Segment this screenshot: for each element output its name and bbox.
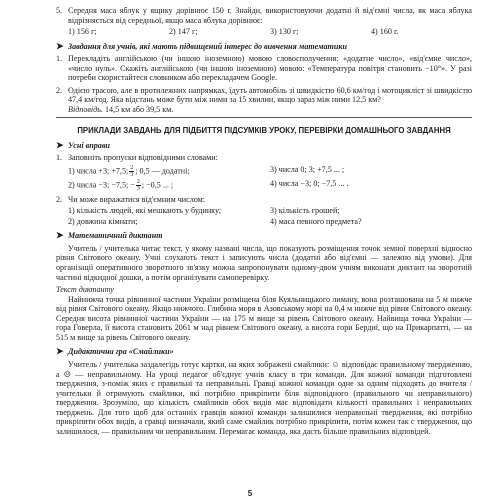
option: 3) 130 г; xyxy=(270,27,299,37)
list-item: 2) довжина кімнати; xyxy=(68,216,138,226)
advanced-task-2: 2. Одією трасою, але в протилежних напрямках, їдуть автомобіль зі швидкістю 60,6 км/год і мотоцикліст зі швидкістю 47,4 км/год. Яка відстань може бути між ними за 15 хвилин, якщо зараз між ними 12,5 км? xyxy=(56,85,472,105)
list-item: 1) кількість людей, які мешкають у будинку; xyxy=(68,206,222,216)
list-item: 4) числа −3; 0; −7,5 ... . xyxy=(270,178,349,188)
dictation-intro: Учитель / учителька читає текст, у якому названі числа, що показують розміщення точок земної поверхні відносно рівня Світового океану. Учні слухають текст і записують числа (додатні або від'ємні — залежно від умови). Для організації оперативного зворотного зв'язку можна запропонувати одному-двом учням виконати диктант на зворотній частині відкидної дошки, а потім організувати самоперевірку. xyxy=(56,243,472,282)
task-5-options xyxy=(56,27,472,37)
task-text: Середня маса яблук у ящику дорівнює 150 г. Знайди, використовуючи додатні й від'ємні числа, як маса яблука відрізняється від середньої, якщо маса яблука дорівнює: xyxy=(68,6,472,25)
advanced-task-1: 1. Перекладіть англійською (чи іншою іноземною) мовою словосполучення: «додатне число», «від'ємне число», «число нуль». Скажіть англійською (чи іншою іноземною) мовою: «Температура повітря становить −10°». У разі потреби скористайтеся словником або перекладачем Google. xyxy=(56,54,472,83)
arrow-bullet-icon: ➤ xyxy=(56,230,64,241)
page-number: 5 xyxy=(247,489,253,498)
section-game-heading: ➤ Дидактична гра «Смайлики» xyxy=(56,346,174,357)
list-item: 2) числа −3; −7,5; − $\frac{2}{3}$ ; −0,5 ... ; xyxy=(68,178,174,192)
section-dictation-heading: ➤ Математичний диктант xyxy=(56,230,163,241)
fraction: $\frac{2}{3}$ xyxy=(130,164,134,178)
list-item: 3) кількість грошей; xyxy=(270,206,340,216)
arrow-bullet-icon: ➤ xyxy=(56,346,64,357)
task-2-answer: Відповідь. 14,5 км або 39,5 км. xyxy=(68,104,174,114)
task-5 xyxy=(56,6,472,25)
dictation-text: Найнижча точка рівнинної частини України розміщена біля Куяльницького лиману, вона розташована на 5 м нижче від рівня Світового океану. Якщо нижчого. Глибина моря в Азовському морі на 0,4 м нижче від рівня Світового океану. Середня висота рівнинної частини України — на 175 м вище за рівень Світового океану. Найвища точка України — гора Говерла, її висота становить 2061 м над рівнем Світового океану, а висота гори Бердиї, що на Прикарпатті, — на 515 м вище за рівень Світового океану. xyxy=(56,294,472,342)
list-item: 3) числа 0; 3; +7,5 ... ; xyxy=(270,164,345,174)
oral-task-2: 2. Чи може виражатися від'ємним числом: xyxy=(56,194,206,204)
oral-task-2-items xyxy=(56,206,472,226)
option: 2) 147 г; xyxy=(169,27,198,37)
fraction: $\frac{2}{3}$ xyxy=(136,178,140,192)
game-text: Учитель / учителька заздалегідь готує картки, на яких зображені смайлики: ☺ відповідає правильному твердженню, а ☹ — неправильному. На уроці педагог об'єднує учнів класу в три команди. Для кожної команди підготовлені твердження, з-поміж яких є правильні та неправильні. Гравці кожної команди одне за одним підходять до вчителя / учительки й отримують смайлики, які потрібно прикріпити біля відповідного (правильного чи неправильного) твердження. Зрозуміло, що кількість смайликів обох видів має відповідати кількості правильних і неправильних тверджень. Для того щоб для останніх гравців кожної команди залишилися неправильні твердження, які потрібно прикріпити обох видів, а гравці визначали, який саме смайлик потрібно прикріпити, потім кожен так с твердження, що залишилося, — правильним чи неправильним. Перемагає команда, яка дасть більше правильних відповідей. xyxy=(56,359,472,436)
option: 4) 160 г. xyxy=(371,27,399,37)
option: 1) 156 г; xyxy=(68,27,97,37)
divider xyxy=(56,117,472,118)
oral-task-1: 1. Заповніть пропуски відповідними словами: xyxy=(56,153,218,163)
oral-task-1-items xyxy=(56,165,472,192)
arrow-bullet-icon: ➤ xyxy=(56,139,64,150)
list-item: 4) маса певного предмета? xyxy=(270,216,362,226)
dictation-text-label: Текст диктанту xyxy=(56,285,114,295)
section-oral-heading: ➤ Усні вправи xyxy=(56,139,110,150)
section-advanced-heading: ➤ Завдання для учнів, які мають підвищений інтерес до вивчення математики xyxy=(56,40,347,51)
list-item: 1) числа +3; +7,5; $\frac{2}{3}$ ; 0,5 — додатні; xyxy=(68,164,190,178)
arrow-bullet-icon: ➤ xyxy=(56,40,64,51)
task-number: 5. xyxy=(56,6,63,15)
main-heading: ПРИКЛАДИ ЗАВДАНЬ ДЛЯ ПІДБИТТЯ ПІДСУМКІВ УРОКУ, ПЕРЕВІРКИ ДОМАШНЬОГО ЗАВДАННЯ xyxy=(77,126,451,136)
